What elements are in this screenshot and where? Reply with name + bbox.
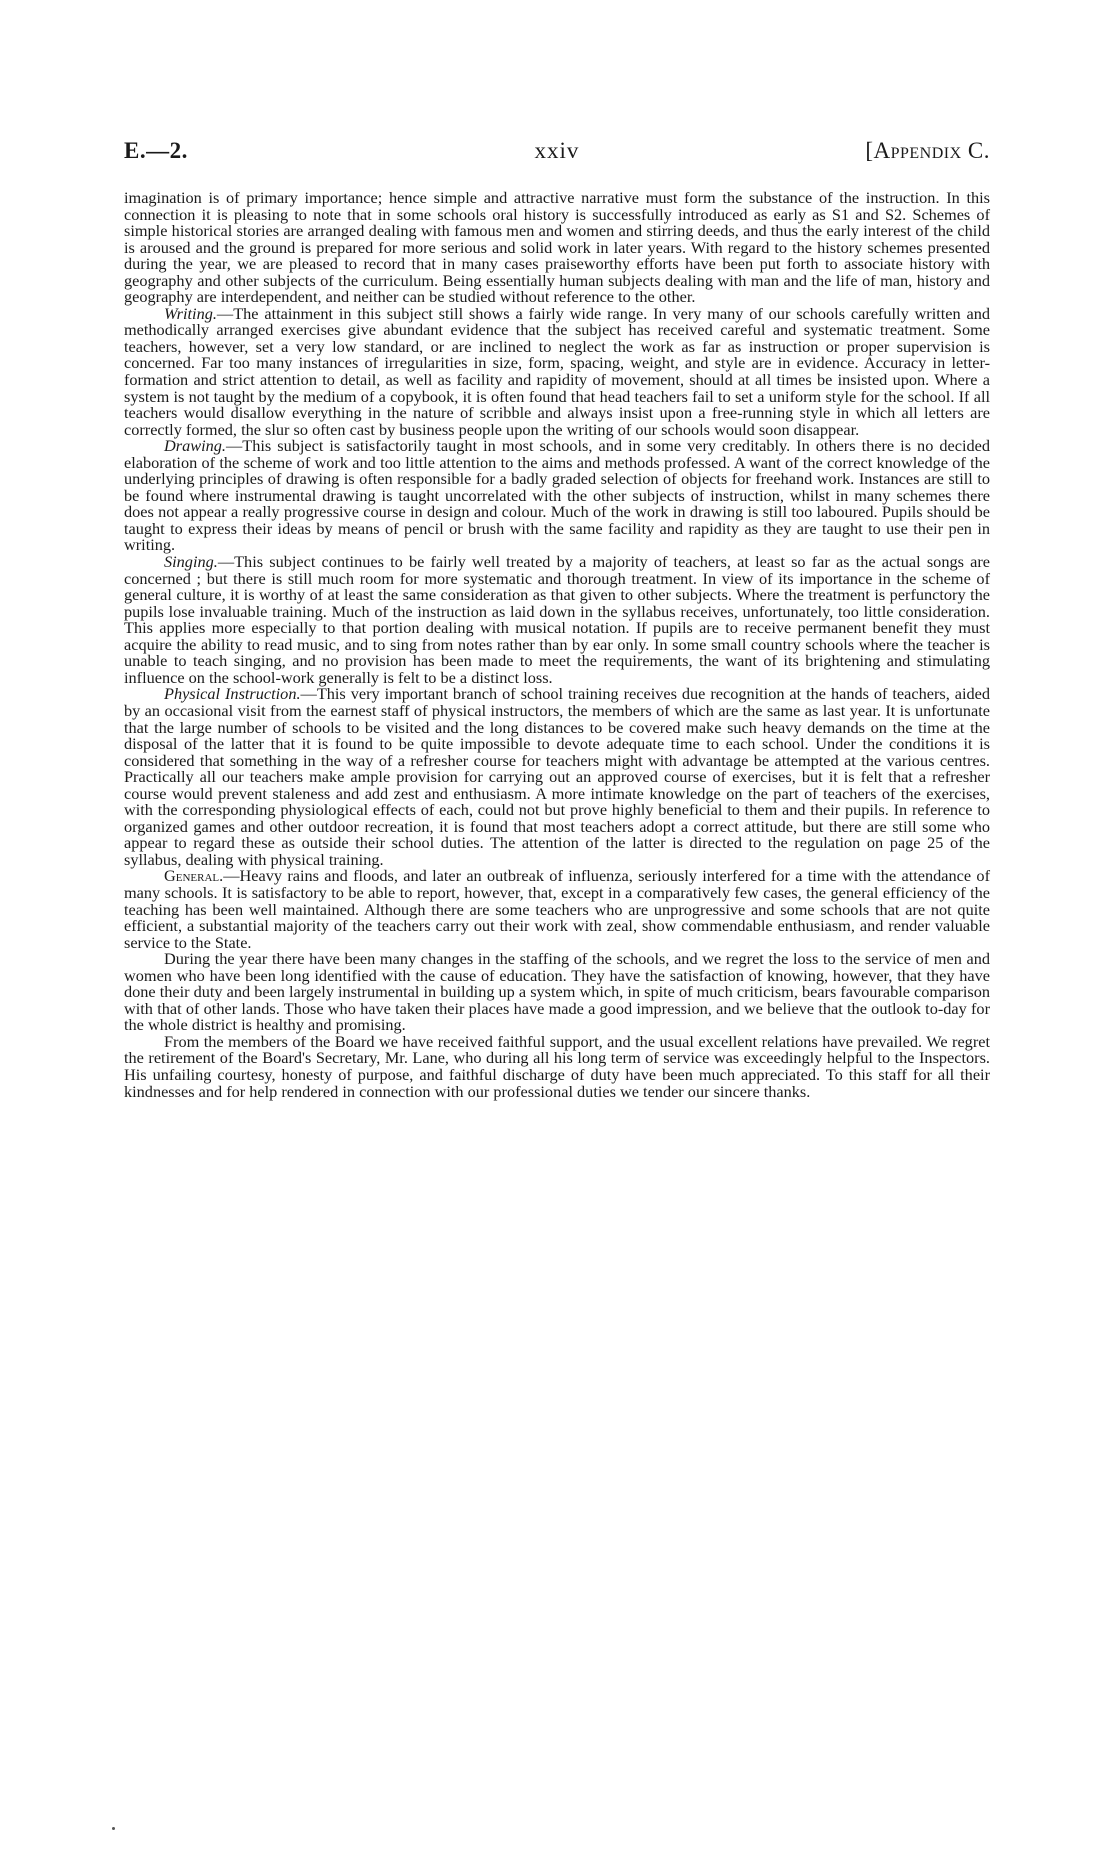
section-title-writing: Writing. bbox=[164, 303, 217, 323]
paragraph-history-continued: imagination is of primary importance; hence simple and attractive narrative must form the substance of the instruction. In this connection it is pleasing to note that in some schools oral history is successfully introduced as early as S1 and S2. Schemes of simple historical stories are arranged dealing with famous men and women and stirring deeds, and thus the early interest of the child is aroused and the ground is prepared for more serious and solid work in later years. With regard to the history schemes presented during the year, we are pleased to record that in many cases praiseworthy efforts have been put forth to associate history with geography and other subjects of the curriculum. Being essentially human subjects dealing with man and the life of man, history and geography are interdependent, and neither can be studied without reference to the other. bbox=[124, 188, 990, 307]
header-appendix: [Appendix C. bbox=[865, 138, 990, 163]
paragraph-drawing: Drawing.—This subject is satisfactorily taught in most schools, and in some very creditably. In others there is no decided elaboration of the scheme of work and too little attention to the aims and methods professed. A want of the correct knowledge of the underlying principles of drawing is often responsible for a badly graded selection of objects for freehand work. Instances are still to be found where instrumental drawing is taught uncorrelated with the other subjects of instruction, whilst in many schemes there does not appear a really progressive course in design and colour. Much of the work in drawing is still too laboured. Pupils should be taught to express their ideas by means of pencil or brush with the same facility and rapidity as they are taught to use their pen in writing. bbox=[124, 436, 990, 555]
header-page-number: xxiv bbox=[534, 138, 580, 163]
section-title-singing: Singing. bbox=[164, 552, 218, 572]
paragraph-general: General.—Heavy rains and floods, and later an outbreak of influenza, seriously interfered for a time with the attendance of many schools. It is satisfactory to be able to report, however, that, except in a comparatively few cases, the general efficiency of the teaching has been well maintained. Although there are some teachers who are unprogressive and some schools that are not quite efficient, a substantial majority of the teachers carry out their work with zeal, show commendable enthusiasm, and render valuable service to the State. bbox=[124, 866, 990, 952]
paragraph-singing: Singing.—This subject continues to be fairly well treated by a majority of teachers, at least so far as the actual songs are concerned ; but there is still much room for more systematic and thorough treatment. In view of its importance in the scheme of general culture, it is worthy of at least the same consideration as that given to other subjects. Where the treatment is perfunctory the pupils lose invaluable training. Much of the instruction as laid down in the syllabus receives, unfortunately, too little consideration. This applies more especially to that portion dealing with musical notation. If pupils are to receive permanent benefit they must acquire the ability to read music, and to sing from notes rather than by ear only. In some small country schools where the teacher is unable to teach singing, and no provision has been made to meet the requirements, the want of its brightening and stimulating influence on the school-work generally is felt to be a distinct loss. bbox=[124, 552, 990, 687]
body-text bbox=[124, 190, 990, 1100]
section-title-general: General. bbox=[164, 866, 224, 886]
paragraph-physical-instruction: Physical Instruction.—This very important branch of school training receives due recognition at the hands of teachers, aided by an occasional visit from the earnest staff of physical instructors, the members of which are the same as last year. It is unfortunate that the large number of schools to be visited and the long distances to be covered make such heavy demands on the time at the disposal of the latter that it is found to be quite impossible to devote adequate time to each school. Under the conditions it is considered that something in the way of a refresher course for teachers might with advantage be attempted at the various centres. Practically all our teachers make ample provision for carrying out an approved course of exercises, but it is felt that a refresher course would prevent staleness and add zest and enthusiasm. A more intimate knowledge on the part of teachers of the exercises, with the corresponding physiological effects of each, could not but prove highly beneficial to them and their pupils. In reference to organized games and other outdoor recreation, it is found that most teachers adopt a correct attitude, but there are still some who appear to regard these as outside their school duties. The attention of the latter is directed to the regulation on page 25 of the syllabus, dealing with physical training. bbox=[124, 684, 990, 869]
paragraph-writing: Writing.—The attainment in this subject still shows a fairly wide range. In very many of our schools carefully written and methodically arranged exercises give abundant evidence that the subject has received careful and systematic treatment. Some teachers, however, set a very low standard, or are inclined to neglect the work as far as instruction or proper supervision is concerned. Far too many instances of irregularities in size, form, spacing, weight, and style are in evidence. Accuracy in letter-formation and strict attention to detail, as well as facility and rapidity of movement, should at all times be insisted upon. Where a system is not taught by the medium of a copybook, it is often found that head teachers fail to set a uniform style for the school. If all teachers would disallow everything in the nature of scribble and always insist upon a free-running style in which all letters are correctly formed, the slur so often cast by business people upon the writing of our schools would soon disappear. bbox=[124, 303, 990, 439]
section-title-physical-instruction: Physical Instruction. bbox=[164, 684, 301, 704]
header-section-code: E.—2. bbox=[124, 138, 188, 163]
paragraph-staffing: During the year there have been many changes in the staffing of the schools, and we regret the loss to the service of men and women who have been long identified with the cause of education. They have the satisfaction of knowing, however, that they have done their duty and been largely instrumental in building up a system which, in spite of much criticism, bears favourable comparison with that of other lands. Those who have taken their places have made a good impression, and we believe that the outlook to-day for the whole district is healthy and promising. bbox=[124, 949, 991, 1035]
section-title-drawing: Drawing. bbox=[164, 436, 226, 456]
paragraph-board-thanks: From the members of the Board we have received faithful support, and the usual excellent relations have prevailed. We regret the retirement of the Board's Secretary, Mr. Lane, who during all his long term of service was exceedingly helpful to the Inspectors. His unfailing courtesy, honesty of purpose, and faithful discharge of duty have been much appreciated. To this staff for all their kindnesses and for help rendered in connection with our professional duties we tender our sincere thanks. bbox=[124, 1031, 990, 1101]
scan-speck bbox=[112, 1827, 115, 1830]
page-header bbox=[124, 138, 990, 170]
